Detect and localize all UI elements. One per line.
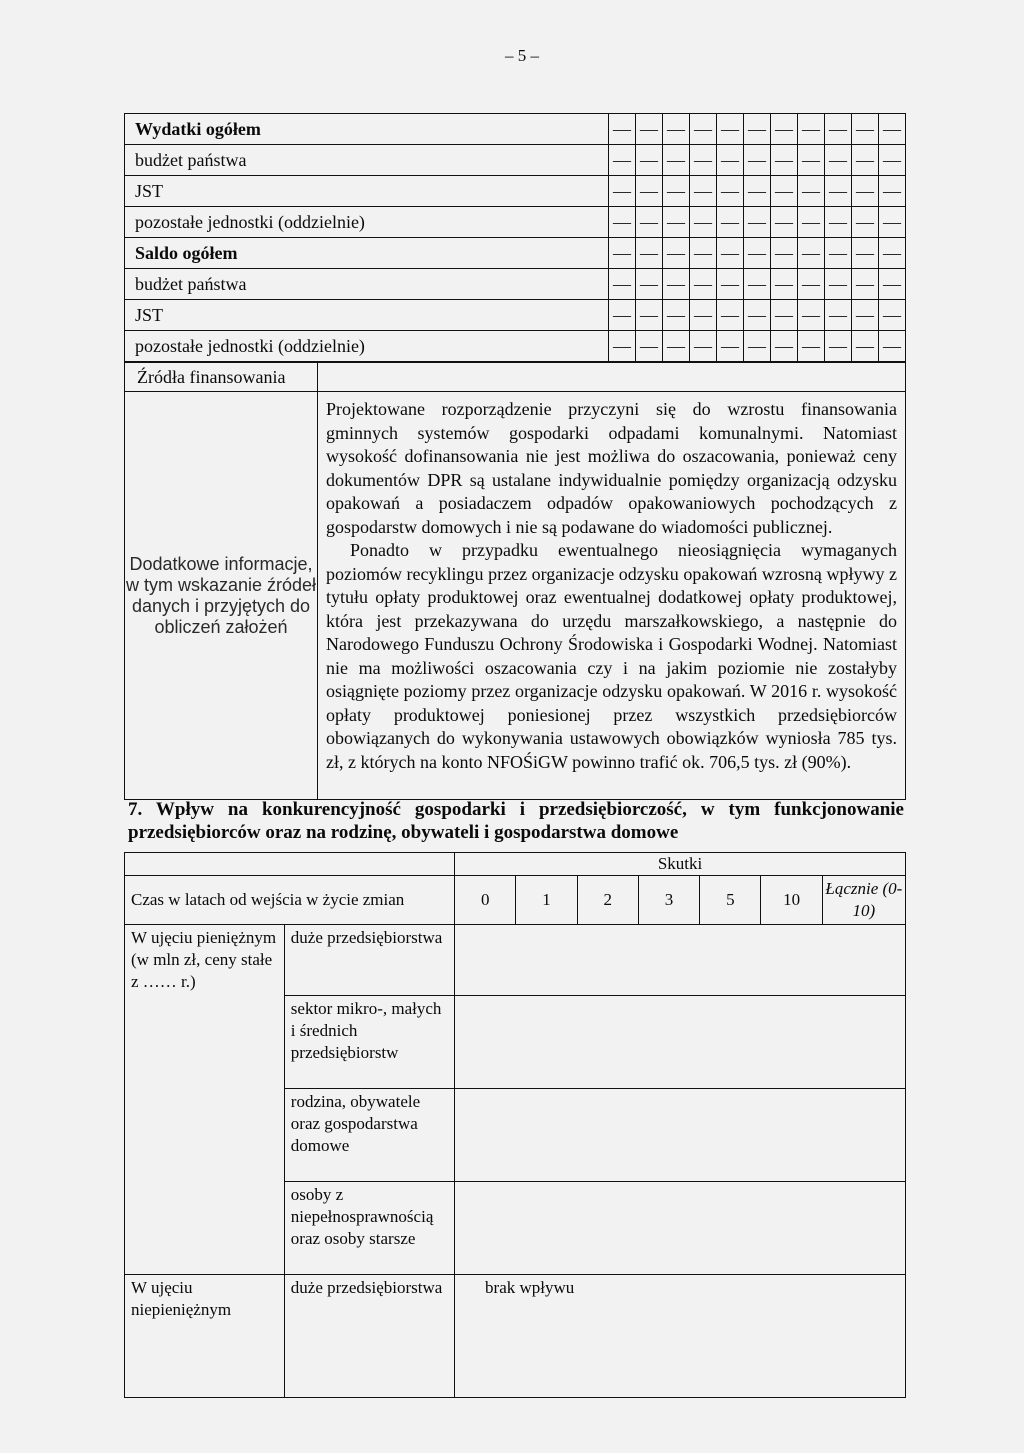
finance-cell: — bbox=[771, 176, 798, 207]
finance-cell: — bbox=[744, 207, 771, 238]
finance-row bbox=[125, 300, 906, 331]
year-10: 10 bbox=[761, 876, 822, 925]
finance-cell: — bbox=[852, 176, 879, 207]
finance-cell: — bbox=[663, 114, 690, 145]
finance-cell: — bbox=[717, 269, 744, 300]
finance-cell: — bbox=[636, 207, 663, 238]
finance-cell: — bbox=[798, 238, 825, 269]
finance-cell: — bbox=[879, 176, 906, 207]
finance-cell: — bbox=[744, 238, 771, 269]
finance-cell: — bbox=[717, 238, 744, 269]
finance-cell: — bbox=[636, 238, 663, 269]
finance-cell: — bbox=[717, 176, 744, 207]
finance-cell: — bbox=[879, 300, 906, 331]
year-3: 3 bbox=[638, 876, 699, 925]
finance-cell: — bbox=[798, 114, 825, 145]
finance-cell: — bbox=[663, 176, 690, 207]
year-5: 5 bbox=[700, 876, 761, 925]
finance-cell: — bbox=[717, 145, 744, 176]
nonmonetary-label: W ujęciu niepieniężnym bbox=[125, 1275, 285, 1398]
year-0: 0 bbox=[455, 876, 516, 925]
finance-cell: — bbox=[798, 145, 825, 176]
finance-row bbox=[125, 238, 906, 269]
finance-cell: — bbox=[852, 331, 879, 362]
additional-info-label: Dodatkowe informacje, w tym wskazanie źródeł danych i przyjętych do obliczeń założeń bbox=[125, 392, 318, 800]
finance-cell: — bbox=[636, 269, 663, 300]
finance-cell: — bbox=[798, 269, 825, 300]
finance-cell: — bbox=[609, 114, 636, 145]
finance-cell: — bbox=[825, 114, 852, 145]
additional-info-paragraph-2: Ponadto w przypadku ewentualnego nieosiągnięcia wymaganych poziomów recyklingu przez organizacje odzysku opakowań wzrosną wpływy z tytułu opłaty produktowej oraz ewentualnej dodatkowej opłaty produktowej, która jest przekazywana do urzędu marszałkowskiego, a następnie do Narodowego Funduszu Ochrony Środowiska i Gospodarki Wodnej. Natomiast nie ma możliwości oszacowania czy i na jakim poziomie nie zostałyby osiągnięte poziomy przez organizacje odzysku opakowań. W 2016 r. wysokość opłaty produktowej poniesionej przez wszystkich przedsiębiorców obowiązanych do wykonywania ustawowych obowiązków wyniosła 785 tys. zł, z których na konto NFOŚiGW powinno trafić ok. 706,5 tys. zł (90%). bbox=[326, 540, 897, 772]
finance-cell: — bbox=[798, 331, 825, 362]
page-number: – 5 – bbox=[505, 46, 539, 65]
finance-cell: — bbox=[852, 269, 879, 300]
year-2: 2 bbox=[577, 876, 638, 925]
year-1: 1 bbox=[516, 876, 577, 925]
time-label: Czas w latach od wejścia w życie zmian bbox=[125, 876, 455, 925]
total-label: Łącznie (0-10) bbox=[822, 876, 905, 925]
finance-cell: — bbox=[744, 331, 771, 362]
finance-cell: — bbox=[771, 238, 798, 269]
finance-cell: — bbox=[825, 145, 852, 176]
finance-row-label: budżet państwa bbox=[125, 145, 609, 176]
finance-cell: — bbox=[717, 114, 744, 145]
finance-cell: — bbox=[717, 300, 744, 331]
finance-cell: — bbox=[744, 145, 771, 176]
monetary-label: W ujęciu pieniężnym (w mln zł, ceny stałe z …… r.) bbox=[125, 925, 285, 1275]
finance-cell: — bbox=[852, 238, 879, 269]
finance-cell: — bbox=[636, 145, 663, 176]
finance-cell: — bbox=[771, 114, 798, 145]
finance-cell: — bbox=[636, 114, 663, 145]
finance-cell: — bbox=[825, 331, 852, 362]
finance-row bbox=[125, 269, 906, 300]
monetary-row-sme: sektor mikro-, małych i średnich przedsiębiorstw bbox=[284, 996, 454, 1089]
finance-cell: — bbox=[663, 331, 690, 362]
finance-cell: — bbox=[798, 176, 825, 207]
finance-cell: — bbox=[690, 145, 717, 176]
finance-cell: — bbox=[744, 176, 771, 207]
finance-cell: — bbox=[663, 300, 690, 331]
finance-cell: — bbox=[825, 176, 852, 207]
finance-cell: — bbox=[771, 331, 798, 362]
finance-cell: — bbox=[879, 238, 906, 269]
finance-cell: — bbox=[771, 300, 798, 331]
finance-cell: — bbox=[663, 269, 690, 300]
finance-cell: — bbox=[609, 207, 636, 238]
finance-cell: — bbox=[663, 145, 690, 176]
finance-row bbox=[125, 331, 906, 362]
impact-header-spacer bbox=[125, 853, 455, 876]
finance-cell: — bbox=[690, 300, 717, 331]
finance-cell: — bbox=[879, 207, 906, 238]
finance-cell: — bbox=[852, 207, 879, 238]
finance-cell: — bbox=[717, 331, 744, 362]
finance-cell: — bbox=[798, 300, 825, 331]
finance-cell: — bbox=[852, 300, 879, 331]
finance-cell: — bbox=[636, 176, 663, 207]
finance-cell: — bbox=[636, 331, 663, 362]
finance-cell: — bbox=[609, 300, 636, 331]
finance-cell: — bbox=[717, 207, 744, 238]
sources-value bbox=[318, 363, 906, 392]
additional-info-table bbox=[124, 362, 906, 800]
monetary-values-households bbox=[455, 1089, 906, 1182]
finance-cell: — bbox=[825, 207, 852, 238]
finance-row bbox=[125, 145, 906, 176]
section-7-title: 7. Wpływ na konkurencyjność gospodarki i przedsiębiorczość, w tym funkcjonowanie przedsiębiorców oraz na rodzinę, obywateli i gospodarstwa domowe bbox=[128, 799, 904, 843]
finance-row-label: budżet państwa bbox=[125, 269, 609, 300]
finance-row-label: JST bbox=[125, 300, 609, 331]
finance-cell: — bbox=[609, 331, 636, 362]
monetary-row-disabled: osoby z niepełnosprawnością oraz osoby starsze bbox=[284, 1182, 454, 1275]
finance-cell: — bbox=[879, 114, 906, 145]
finance-cell: — bbox=[609, 145, 636, 176]
monetary-values-disabled bbox=[455, 1182, 906, 1275]
finance-cell: — bbox=[879, 331, 906, 362]
finance-cell: — bbox=[852, 145, 879, 176]
finance-cell: — bbox=[636, 300, 663, 331]
nonmonetary-value: brak wpływu bbox=[455, 1275, 906, 1398]
finance-cell: — bbox=[771, 269, 798, 300]
finance-cell: — bbox=[852, 114, 879, 145]
finance-cell: — bbox=[879, 145, 906, 176]
finance-cell: — bbox=[690, 207, 717, 238]
impact-table bbox=[124, 852, 906, 1398]
finance-cell: — bbox=[825, 238, 852, 269]
finance-cell: — bbox=[744, 269, 771, 300]
monetary-row-households: rodzina, obywatele oraz gospodarstwa domowe bbox=[284, 1089, 454, 1182]
finance-cell: — bbox=[879, 269, 906, 300]
finance-cell: — bbox=[825, 269, 852, 300]
additional-info-paragraph-1: Projektowane rozporządzenie przyczyni się do wzrostu finansowania gminnych systemów gospodarki odpadami komunalnymi. Natomiast wysokość dofinansowania nie jest możliwa do oszacowania, ponieważ ceny dokumentów DPR są ustalane indywidualnie pomiędzy organizacją odzysku opakowań a posiadaczem odpadów opakowaniowych pochodzących z gospodarstw domowych i nie są podawane do wiadomości publicznej. bbox=[326, 399, 897, 537]
sources-label: Źródła finansowania bbox=[125, 363, 318, 392]
monetary-values-large bbox=[455, 925, 906, 996]
finance-cell: — bbox=[771, 207, 798, 238]
finance-cell: — bbox=[690, 269, 717, 300]
finance-table bbox=[124, 113, 906, 362]
finance-cell: — bbox=[609, 269, 636, 300]
finance-cell: — bbox=[744, 114, 771, 145]
finance-cell: — bbox=[663, 207, 690, 238]
finance-row bbox=[125, 176, 906, 207]
finance-cell: — bbox=[825, 300, 852, 331]
finance-cell: — bbox=[690, 176, 717, 207]
finance-row-label: pozostałe jednostki (oddzielnie) bbox=[125, 331, 609, 362]
finance-cell: — bbox=[609, 176, 636, 207]
finance-row-label: Saldo ogółem bbox=[125, 238, 609, 269]
finance-row bbox=[125, 114, 906, 145]
monetary-row-large: duże przedsiębiorstwa bbox=[284, 925, 454, 996]
finance-cell: — bbox=[771, 145, 798, 176]
monetary-values-sme bbox=[455, 996, 906, 1089]
finance-row bbox=[125, 207, 906, 238]
additional-info-text bbox=[318, 392, 906, 800]
finance-row-label: JST bbox=[125, 176, 609, 207]
finance-cell: — bbox=[798, 207, 825, 238]
finance-cell: — bbox=[690, 238, 717, 269]
finance-cell: — bbox=[690, 331, 717, 362]
finance-cell: — bbox=[744, 300, 771, 331]
finance-row-label: pozostałe jednostki (oddzielnie) bbox=[125, 207, 609, 238]
finance-cell: — bbox=[690, 114, 717, 145]
finance-row-label: Wydatki ogółem bbox=[125, 114, 609, 145]
finance-cell: — bbox=[609, 238, 636, 269]
finance-cell: — bbox=[663, 238, 690, 269]
impact-header: Skutki bbox=[455, 853, 906, 876]
nonmonetary-row-large: duże przedsiębiorstwa bbox=[284, 1275, 454, 1398]
